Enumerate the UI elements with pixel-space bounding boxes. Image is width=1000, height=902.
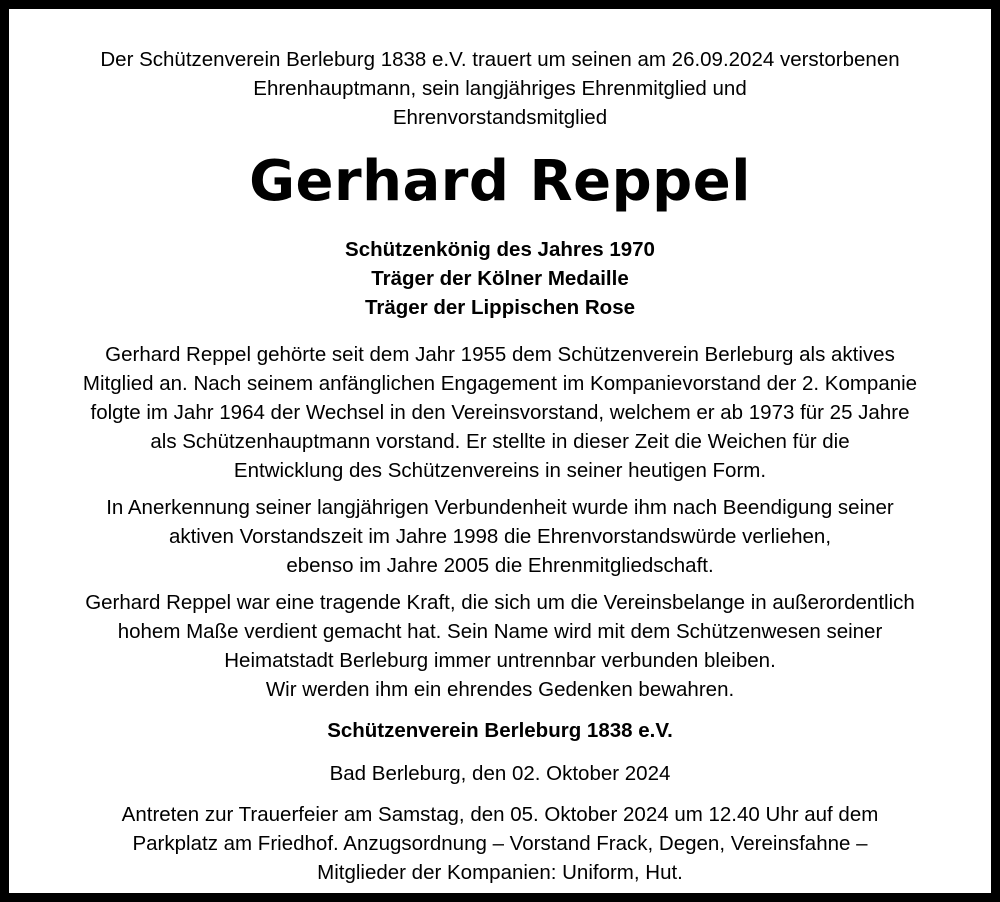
paragraph-line: als Schützenhauptmann vorstand. Er stellte in dieser Zeit die Weichen für die xyxy=(150,430,850,453)
funeral-notice xyxy=(29,800,971,887)
paragraph-line: hohem Maße verdient gemacht hat. Sein Name wird mit dem Schützenwesen seiner xyxy=(117,620,883,643)
paragraph-line: Entwicklung des Schützenvereins in seiner heutigen Form. xyxy=(233,459,767,482)
paragraph-line: In Anerkennung seiner langjährigen Verbundenheit wurde ihm nach Beendigung seiner xyxy=(106,496,894,519)
honor-item: Träger der Kölner Medaille xyxy=(371,267,629,290)
intro-text xyxy=(29,45,971,132)
place-date: Bad Berleburg, den 02. Oktober 2024 xyxy=(329,762,671,785)
paragraph-line: folgte im Jahr 1964 der Wechsel in den Vereinsvorstand, welchem er ab 1973 für 25 Jahre xyxy=(90,401,910,424)
deceased-name: Gerhard Reppel xyxy=(249,149,751,214)
funeral-line: Mitglieder der Kompanien: Uniform, Hut. xyxy=(317,861,683,884)
honors-list xyxy=(29,235,971,322)
paragraph-line: Gerhard Reppel war eine tragende Kraft, die sich um die Vereinsbelange in außerordentlich xyxy=(85,591,915,614)
biography-paragraph xyxy=(29,340,971,485)
paragraph-line: Gerhard Reppel gehörte seit dem Jahr 1955 dem Schützenverein Berleburg als aktives xyxy=(105,343,895,366)
paragraph-line: Mitglied an. Nach seinem anfänglichen Engagement im Kompanievorstand der 2. Kompanie xyxy=(82,372,918,395)
intro-line: Der Schützenverein Berleburg 1838 e.V. trauert um seinen am 26.09.2024 verstorbenen xyxy=(100,48,900,71)
paragraph-line: Wir werden ihm ein ehrendes Gedenken bewahren. xyxy=(265,678,735,701)
club-signature: Schützenverein Berleburg 1838 e.V. xyxy=(327,719,673,742)
honor-item: Träger der Lippischen Rose xyxy=(365,296,635,319)
funeral-line: Parkplatz am Friedhof. Anzugsordnung – Vorstand Frack, Degen, Vereinsfahne – xyxy=(132,832,868,855)
honor-item: Schützenkönig des Jahres 1970 xyxy=(345,238,655,261)
intro-line: Ehrenvorstandsmitglied xyxy=(392,106,608,129)
funeral-line: Antreten zur Trauerfeier am Samstag, den 05. Oktober 2024 um 12.40 Uhr auf dem xyxy=(121,803,879,826)
recognition-paragraph xyxy=(29,493,971,580)
obituary-content xyxy=(29,45,971,887)
paragraph-line: ebenso im Jahre 2005 die Ehrenmitgliedschaft. xyxy=(286,554,714,577)
tribute-paragraph xyxy=(29,588,971,704)
paragraph-line: Heimatstadt Berleburg immer untrennbar verbunden bleiben. xyxy=(224,649,776,672)
paragraph-line: aktiven Vorstandszeit im Jahre 1998 die Ehrenvorstandswürde verliehen, xyxy=(168,525,832,548)
intro-line: Ehrenhauptmann, sein langjähriges Ehrenmitglied und xyxy=(253,77,747,100)
